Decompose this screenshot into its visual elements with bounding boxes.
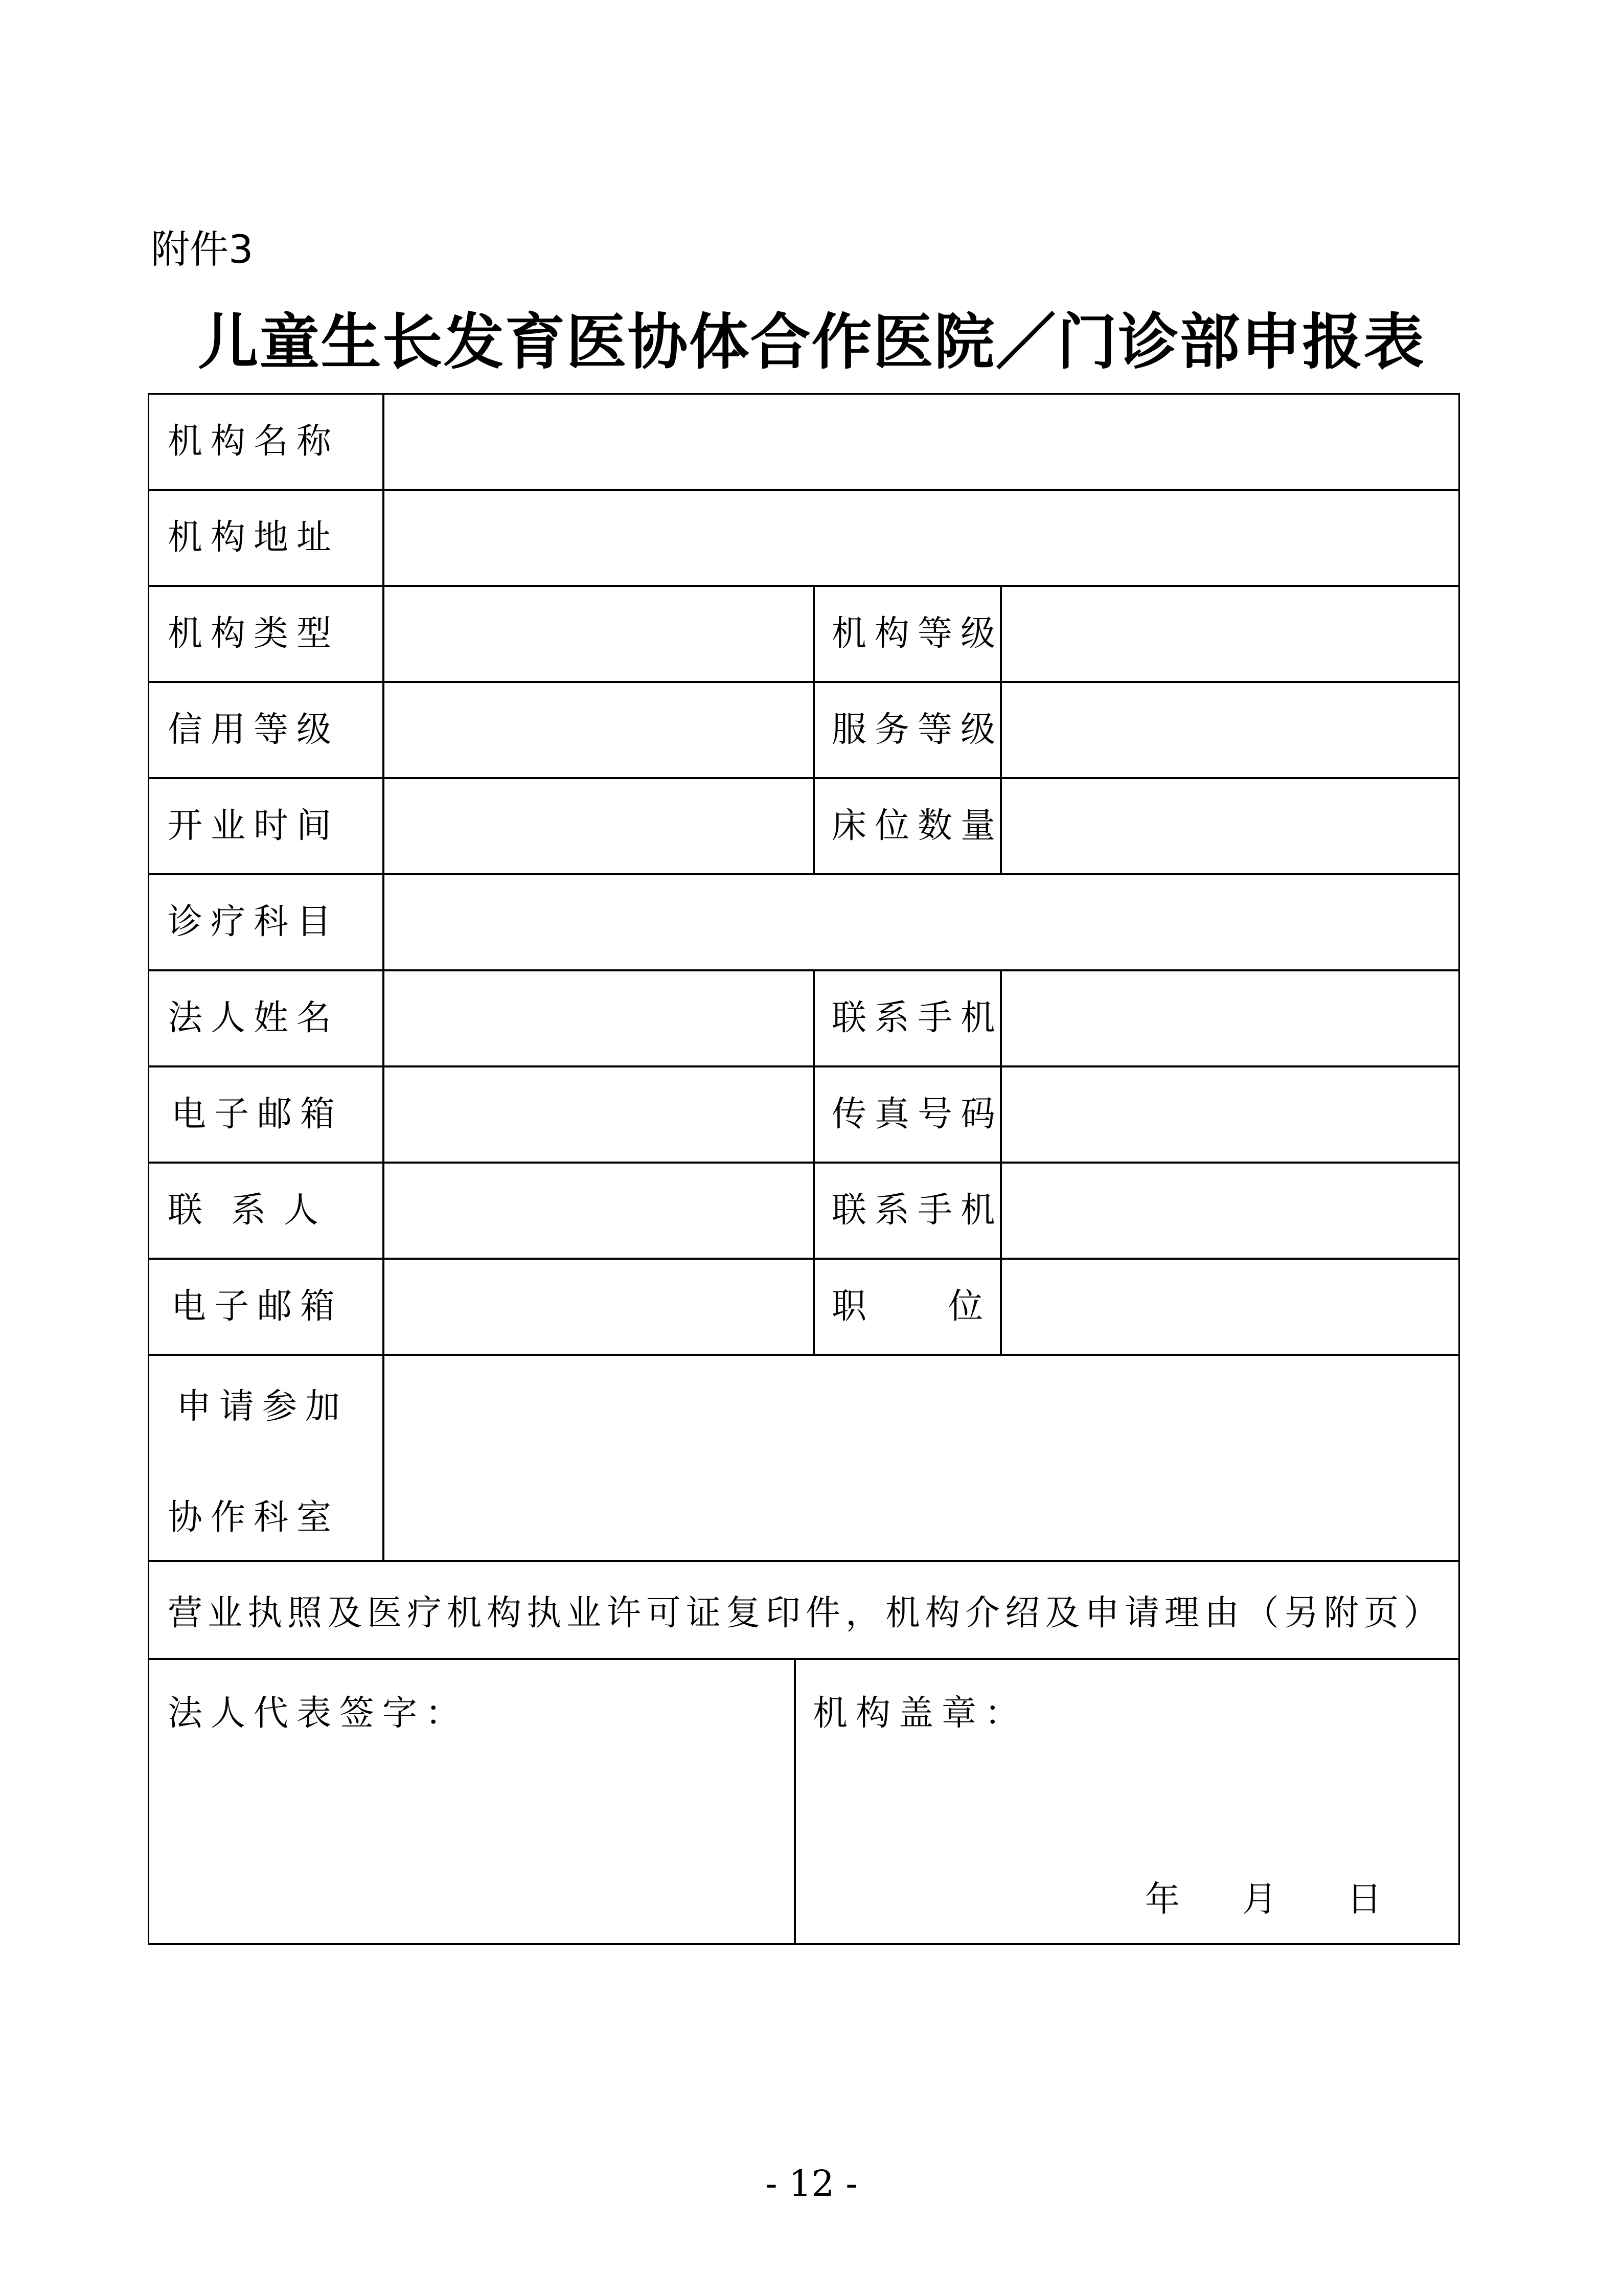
org-seal-label: 机构盖章：: [813, 1693, 1028, 1734]
org-level-field[interactable]: [1000, 585, 1460, 683]
email-2-field[interactable]: [383, 1258, 814, 1355]
org-address-field[interactable]: [383, 489, 1460, 586]
contact-person-label-char-3: 人: [284, 1190, 327, 1231]
attachments-note-text: 营业执照及医疗机构执业许可证复印件，机构介绍及申请理由（另附页）: [168, 1593, 1444, 1633]
apply-dept-label-line-1: 申请参加: [176, 1386, 349, 1427]
legal-signature-label: 法人代表签字：: [168, 1693, 469, 1734]
apply-dept-label-line-2: 协作科室: [168, 1497, 340, 1538]
open-time-label: 开业时间: [168, 806, 340, 846]
bed-count-label: 床位数量: [832, 806, 1004, 846]
form-title: 儿童生长发育医协体合作医院／门诊部申报表: [198, 307, 1425, 377]
phone-1-field[interactable]: [1000, 970, 1460, 1067]
bed-count-field[interactable]: [1000, 778, 1460, 875]
contact-person-field[interactable]: [383, 1162, 814, 1259]
org-level-label: 机构等级: [832, 613, 1004, 654]
phone-2-field[interactable]: [1000, 1162, 1460, 1259]
service-level-field[interactable]: [1000, 681, 1460, 779]
email-2-label: 电子邮箱: [171, 1286, 344, 1327]
position-label-char-2: 位: [948, 1286, 992, 1327]
contact-person-label-char-2: 系: [231, 1190, 275, 1231]
phone-2-label: 联系手机: [832, 1190, 1004, 1231]
date-day-label: 日: [1347, 1879, 1390, 1920]
departments-label: 诊疗科目: [168, 902, 340, 942]
org-type-label: 机构类型: [168, 613, 340, 654]
email-1-field[interactable]: [383, 1066, 814, 1163]
attachment-label: 附件3: [151, 226, 254, 272]
org-name-label: 机构名称: [168, 421, 340, 462]
phone-1-label: 联系手机: [832, 998, 1004, 1038]
position-field[interactable]: [1000, 1258, 1460, 1355]
credit-level-label: 信用等级: [168, 710, 340, 750]
org-name-field[interactable]: [383, 393, 1460, 490]
date-year-label: 年: [1145, 1879, 1188, 1920]
credit-level-field[interactable]: [383, 681, 814, 779]
departments-field[interactable]: [383, 874, 1460, 971]
fax-label: 传真号码: [832, 1094, 1004, 1134]
date-month-label: 月: [1242, 1879, 1286, 1920]
position-label-char-1: 职: [832, 1286, 875, 1327]
org-address-label: 机构地址: [168, 517, 340, 558]
legal-name-field[interactable]: [383, 970, 814, 1067]
service-level-label: 服务等级: [832, 710, 1004, 750]
contact-person-label-char-1: 联: [168, 1190, 211, 1231]
fax-field[interactable]: [1000, 1066, 1460, 1163]
org-type-field[interactable]: [383, 585, 814, 683]
page-number: - 12 -: [765, 2163, 858, 2204]
open-time-field[interactable]: [383, 778, 814, 875]
apply-dept-field[interactable]: [383, 1354, 1460, 1561]
legal-name-label: 法人姓名: [168, 998, 340, 1038]
email-1-label: 电子邮箱: [171, 1094, 344, 1134]
